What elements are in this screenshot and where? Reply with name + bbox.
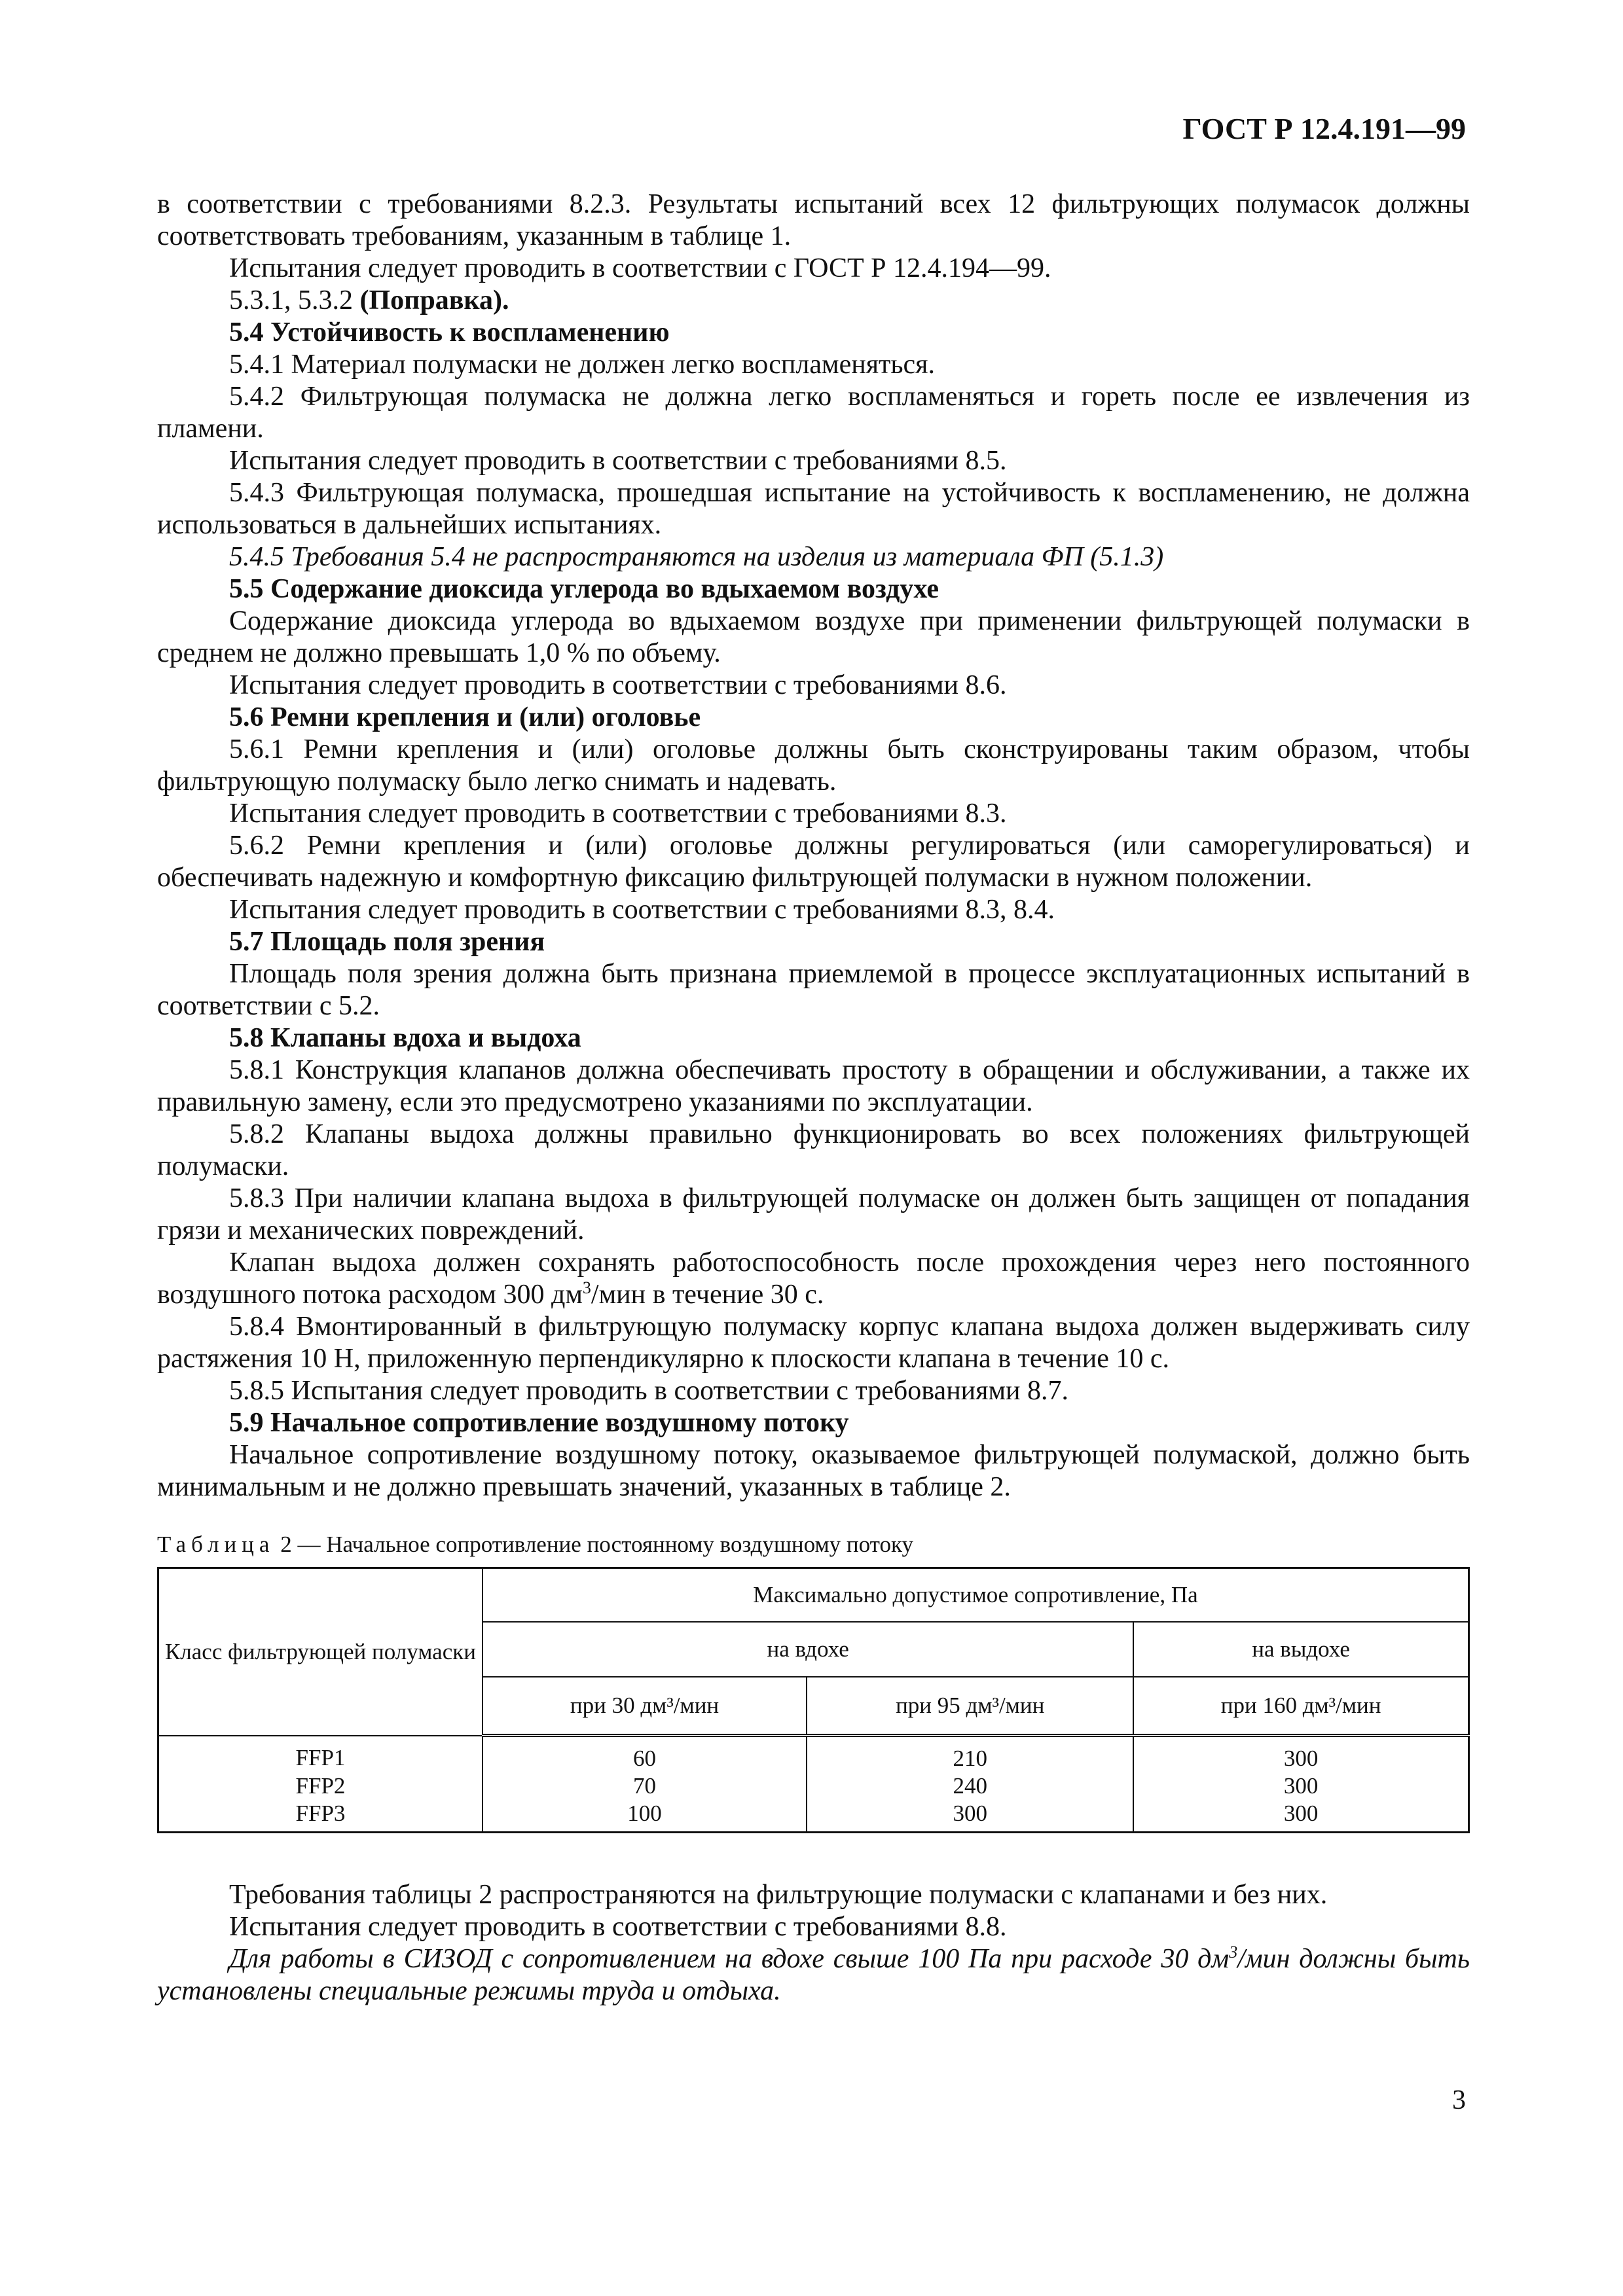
resistance-table bbox=[157, 1567, 1470, 1833]
italic-note bbox=[157, 541, 1470, 573]
cell-v30: 70 bbox=[483, 1772, 807, 1800]
paragraph-text: в соответствии с требованиями 8.2.3. Результаты испытаний всех 12 фильтрующих полумасок должны соответствовать требованиям, указанным в таблице 1. bbox=[157, 189, 1470, 251]
paragraph-text: Содержание диоксида углерода во вдыхаемом воздухе при применении фильтрующей полумаски в среднем не должно превышать 1,0 % по объему. bbox=[157, 606, 1470, 668]
paragraph-text: 5.6.2 Ремни крепления и (или) оголовье должны регулироваться (или саморегулироваться) и обеспечивать надежную и комфортную фиксацию фильтрующей полумаски в нужном положении. bbox=[157, 831, 1470, 893]
paragraph-text: Испытания следует проводить в соответствии с требованиями 8.5. bbox=[229, 446, 1007, 476]
cell-class: FFP1 bbox=[158, 1736, 483, 1773]
header-exhale: на выдохе bbox=[1133, 1622, 1468, 1677]
paragraph-list bbox=[157, 188, 1470, 1503]
table-caption-label: Таблица bbox=[157, 1532, 275, 1557]
paragraph-text: 5.5 Содержание диоксида углерода во вдыхаемом воздухе bbox=[229, 574, 939, 604]
superscript: 3 bbox=[1229, 1943, 1238, 1962]
table-row bbox=[158, 1736, 1469, 1773]
superscript: 3 bbox=[582, 1278, 591, 1297]
paragraph bbox=[157, 830, 1470, 894]
paragraph bbox=[157, 445, 1470, 477]
header-flow-95: при 95 дм³/мин bbox=[807, 1677, 1133, 1736]
paragraph-text: Испытания следует проводить в соответствии с требованиями 8.6. bbox=[229, 670, 1007, 700]
italic-note bbox=[157, 1943, 1470, 2007]
paragraph bbox=[157, 188, 1470, 253]
paragraph-text: 5.8.5 Испытания следует проводить в соответствии с требованиями 8.7. bbox=[229, 1376, 1069, 1406]
cell-v30: 60 bbox=[483, 1736, 807, 1773]
cell-v160: 300 bbox=[1133, 1772, 1468, 1800]
section-heading bbox=[157, 317, 1470, 349]
cell-v30: 100 bbox=[483, 1800, 807, 1833]
paragraph-text: 5.8.4 Вмонтированный в фильтрующую полумаску корпус клапана выдоха должен выдерживать силу растяжения 10 Н, приложенную перпендикулярно к плоскости клапана в течение 10 с. bbox=[157, 1312, 1470, 1374]
paragraph bbox=[157, 734, 1470, 798]
header-max-resistance: Максимально допустимое сопротивление, Па bbox=[483, 1568, 1469, 1623]
paragraph-text: 5.3.1, 5.3.2 bbox=[229, 285, 360, 315]
paragraph-text: 5.4.3 Фильтрующая полумаска, прошедшая испытание на устойчивость к воспламенению, не должна использоваться в дальнейших испытаниях. bbox=[157, 478, 1470, 540]
page-number: 3 bbox=[1452, 2085, 1466, 2115]
paragraph-text: 5.7 Площадь поля зрения bbox=[229, 927, 545, 957]
paragraph-bold-tail: (Поправка). bbox=[359, 285, 509, 315]
cell-v95: 300 bbox=[807, 1800, 1133, 1833]
paragraph-tail: /мин в течение 30 с. bbox=[591, 1280, 824, 1310]
document-code: ГОСТ Р 12.4.191—99 bbox=[1182, 112, 1466, 145]
paragraph bbox=[157, 1879, 1470, 1911]
section-heading bbox=[157, 926, 1470, 958]
paragraph-text: 5.4 Устойчивость к воспламенению bbox=[229, 317, 670, 348]
table-row bbox=[158, 1772, 1469, 1800]
paragraph-text: Испытания следует проводить в соответствии с требованиями 8.3, 8.4. bbox=[229, 895, 1055, 925]
paragraph bbox=[157, 670, 1470, 702]
paragraph bbox=[157, 958, 1470, 1022]
paragraph bbox=[157, 1311, 1470, 1375]
paragraph bbox=[157, 894, 1470, 926]
paragraph-text: Начальное сопротивление воздушному потоку, оказываемое фильтрующей полумаской, должно быть минимальным и не должно превышать значений, указанных в таблице 2. bbox=[157, 1440, 1470, 1502]
header-flow-30: при 30 дм³/мин bbox=[483, 1677, 807, 1736]
paragraph-text: Испытания следует проводить в соответствии с требованиями 8.3. bbox=[229, 798, 1007, 829]
paragraph-text: 5.8 Клапаны вдоха и выдоха bbox=[229, 1023, 581, 1053]
header-inhale: на вдохе bbox=[483, 1622, 1133, 1677]
paragraph bbox=[157, 477, 1470, 541]
paragraph-text: Для работы в СИЗОД с сопротивлением на вдохе свыше 100 Па при расходе 30 дм bbox=[229, 1944, 1230, 1974]
cell-v160: 300 bbox=[1133, 1736, 1468, 1773]
paragraph-text: 5.8.3 При наличии клапана выдоха в фильтрующей полумаске он должен быть защищен от попадания грязи и механических повреждений. bbox=[157, 1183, 1470, 1246]
paragraph-tail: /мин должны быть установлены специальные режимы труда и отдыха. bbox=[157, 1944, 1470, 2006]
paragraph-text: 5.6 Ремни крепления и (или) оголовье bbox=[229, 702, 701, 732]
paragraph-text: 5.9 Начальное сопротивление воздушному потоку bbox=[229, 1408, 849, 1438]
section-heading bbox=[157, 573, 1470, 605]
paragraph bbox=[157, 1054, 1470, 1119]
paragraph bbox=[157, 1375, 1470, 1407]
paragraph bbox=[157, 285, 1470, 317]
paragraph-text: 5.6.1 Ремни крепления и (или) оголовье должны быть сконструированы таким образом, чтобы фильтрующую полумаску было легко снимать и надевать. bbox=[157, 734, 1470, 797]
paragraph bbox=[157, 349, 1470, 381]
paragraph bbox=[157, 1439, 1470, 1503]
after-table-text bbox=[157, 1879, 1470, 2007]
paragraph-text: Испытания следует проводить в соответствии с ГОСТ Р 12.4.194—99. bbox=[229, 253, 1051, 283]
paragraph-text: 5.8.2 Клапаны выдоха должны правильно функционировать во всех положениях фильтрующей полумаски. bbox=[157, 1119, 1470, 1181]
table-caption-text: 2 — Начальное сопротивление постоянному воздушному потоку bbox=[274, 1532, 913, 1557]
cell-v95: 240 bbox=[807, 1772, 1133, 1800]
document-body bbox=[157, 188, 1470, 2007]
cell-class: FFP3 bbox=[158, 1800, 483, 1833]
table-caption bbox=[157, 1503, 1470, 1559]
section-heading bbox=[157, 702, 1470, 734]
paragraph-text: 5.4.2 Фильтрующая полумаска не должна легко воспламеняться и гореть после ее извлечения из пламени. bbox=[157, 382, 1470, 444]
paragraph-text: 5.8.1 Конструкция клапанов должна обеспечивать простоту в обращении и обслуживании, а также их правильную замену, если это предусмотрено указаниями по эксплуатации. bbox=[157, 1055, 1470, 1117]
table-row bbox=[158, 1800, 1469, 1833]
cell-v95: 210 bbox=[807, 1736, 1133, 1773]
cell-v160: 300 bbox=[1133, 1800, 1468, 1833]
paragraph-text: 5.4.1 Материал полумаски не должен легко воспламеняться. bbox=[229, 350, 935, 380]
section-heading bbox=[157, 1407, 1470, 1439]
paragraph-text: Испытания следует проводить в соответствии с требованиями 8.8. bbox=[229, 1912, 1007, 1942]
paragraph bbox=[157, 798, 1470, 830]
paragraph bbox=[157, 1911, 1470, 1943]
paragraph bbox=[157, 381, 1470, 445]
section-heading bbox=[157, 1022, 1470, 1054]
paragraph-text: Клапан выдоха должен сохранять работоспособность после прохождения через него постоянного воздушного потока расходом 300 дм bbox=[157, 1247, 1470, 1310]
paragraph-text: 5.4.5 Требования 5.4 не распространяются на изделия из материала ФП (5.1.3) bbox=[229, 542, 1164, 572]
paragraph bbox=[157, 1119, 1470, 1183]
paragraph bbox=[157, 253, 1470, 285]
cell-class: FFP2 bbox=[158, 1772, 483, 1800]
paragraph-text: Площадь поля зрения должна быть признана приемлемой в процессе эксплуатационных испытаний в соответствии с 5.2. bbox=[157, 959, 1470, 1021]
header-flow-160: при 160 дм³/мин bbox=[1133, 1677, 1468, 1736]
header-class: Класс фильтрующей полумаски bbox=[158, 1568, 483, 1736]
paragraph bbox=[157, 1183, 1470, 1247]
paragraph bbox=[157, 1247, 1470, 1311]
paragraph bbox=[157, 605, 1470, 670]
paragraph-text: Требования таблицы 2 распространяются на фильтрующие полумаски с клапанами и без них. bbox=[229, 1880, 1328, 1910]
